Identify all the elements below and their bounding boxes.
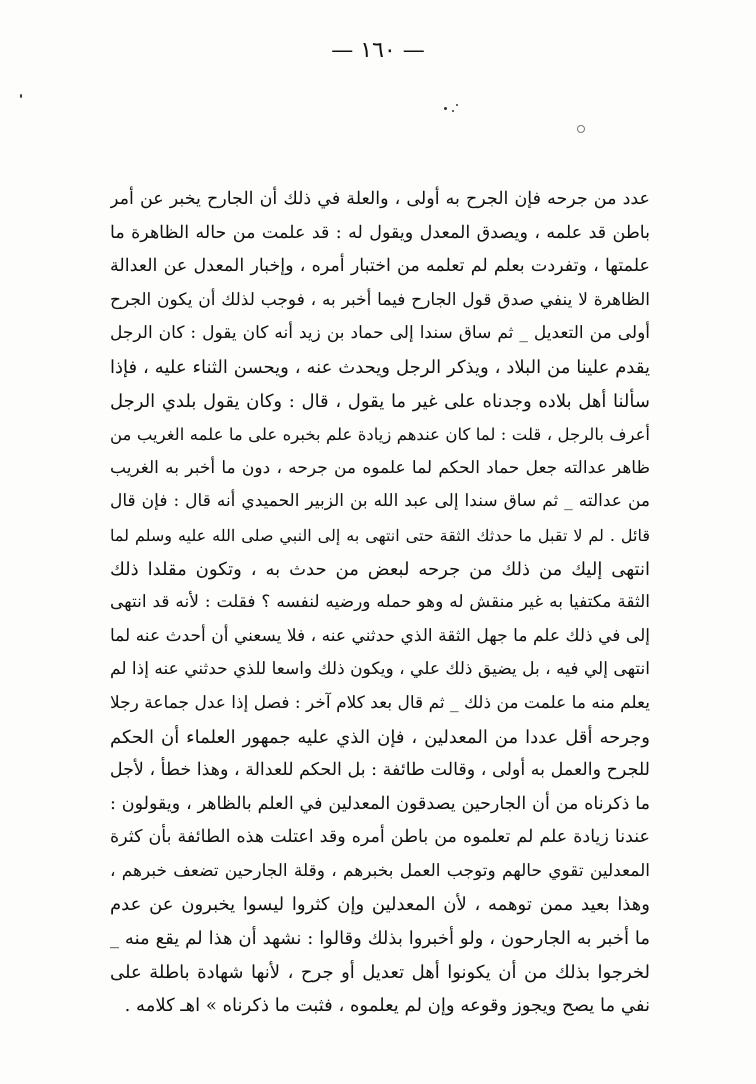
text-line: قائل . لم لا تقبل ما حدثك الثقة حتى انتهى به إلى النبي صلى الله عليه وسلم لما xyxy=(110,525,650,545)
text-line: الظاهرة لا ينفي صدق قول الجارح فيما أخبر به ، فوجب لذلك أن يكون الجرح xyxy=(110,289,650,310)
text-line: الثقة مكتفيا به غير منقش له وهو حمله ورضيه لنفسه ؟ فقلت : لأنه قد انتهى xyxy=(110,592,650,613)
text-line: المعدلين تقوي حالهم وتوجب العمل بخبرهم ، وقلة الجارحين تضعف خبرهم ، xyxy=(110,860,650,881)
text-line: ما ذكرناه من أن الجارحين يصدقون المعدلين في العلم بالظاهر ، ويقولون : xyxy=(110,793,650,814)
scan-speck xyxy=(444,107,447,110)
text-line: ما أخبر به الجارحون ، ولو أخبروا بذلك وقالوا : نشهد أن هذا لم يقع منه _ xyxy=(110,928,650,950)
text-line: يعلم منه ما علمت من ذلك _ ثم قال بعد كلام آخر : فصل إذا عدل جماعة رجلا xyxy=(110,692,650,713)
text-line: ظاهر عدالته جعل حماد الحكم لما علموه من جرحه ، دون ما أخبر به الغريب xyxy=(110,457,650,478)
page-number: — ١٦٠ — xyxy=(331,38,425,63)
text-line: أعرف بالرجل ، قلت : لما كان عندهم زيادة علم بخبره على ما علمه الغريب من xyxy=(110,425,650,445)
scan-speck xyxy=(577,125,585,133)
scan-speck xyxy=(456,104,458,106)
text-line: انتهى إليك من ذلك من جرحه لبعض من حدث به ، وتكون مقلدا ذلك xyxy=(110,558,650,580)
text-line: علمتها ، وتفردت بعلم لم تعلمه من اختبار أمره ، وإخبار المعدل عن العدالة xyxy=(110,256,650,277)
text-line: عندنا زيادة علم لم تعلموه من باطن أمره وقد اعتلت هذه الطائفة بأن كثرة xyxy=(110,827,650,848)
text-line: أولى من التعديل _ ثم ساق سندا إلى حماد بن زيد أنه كان يقول : كان الرجل xyxy=(110,323,650,344)
text-line: باطن قد علمه ، ويصدق المعدل ويقول له : قد علمت من حاله الظاهرة ما xyxy=(110,222,650,243)
text-line: وجرحه أقل عددا من المعدلين ، فإن الذي عليه جمهور العلماء أن الحكم xyxy=(110,726,650,748)
text-line: إلى في ذلك علم ما جهل الثقة الذي حدثني عنه ، فلا يسعني أن أحدث عنه لما xyxy=(110,625,650,646)
text-line: انتهى إلي فيه ، بل يضيق ذلك علي ، ويكون ذلك واسعا للذي حدثني عنه إذا لم xyxy=(110,659,650,680)
text-line: لخرجوا بذلك من أن يكونوا أهل تعديل أو جرح ، لأنها شهادة باطلة على xyxy=(110,961,650,983)
text-line: من عدالته _ ثم ساق سندا إلى عبد الله بن الزبير الحميدي أنه قال : فإن قال xyxy=(110,491,650,512)
text-line: نفي ما يصح ويجوز وقوعه وإن لم يعلموه ، فثبت ما ذكرناه » اهـ كلامه . xyxy=(124,995,650,1017)
scan-speck xyxy=(452,110,454,112)
text-line: عدد من جرحه فإن الجرح به أولى ، والعلة في ذلك أن الجارح يخبر عن أمر xyxy=(110,189,650,209)
text-line: يقدم علينا من البلاد ، ويذكر الرجل ويحدث عنه ، ويحسن الثناء عليه ، فإذا xyxy=(110,356,650,378)
text-line: وهذا بعيد ممن توهمه ، لأن المعدلين وإن كثروا ليسوا يخبرون عن عدم xyxy=(110,894,650,916)
text-line: سألنا أهل بلاده وجدناه على غير ما يقول ، قال : وكان يقول بلدي الرجل xyxy=(110,390,650,412)
scan-speck xyxy=(20,94,22,98)
body-text xyxy=(110,183,650,1023)
text-line: للجرح والعمل به أولى ، وقالت طائفة : بل الحكم للعدالة ، وهذا خطأ ، لأجل xyxy=(110,760,650,781)
